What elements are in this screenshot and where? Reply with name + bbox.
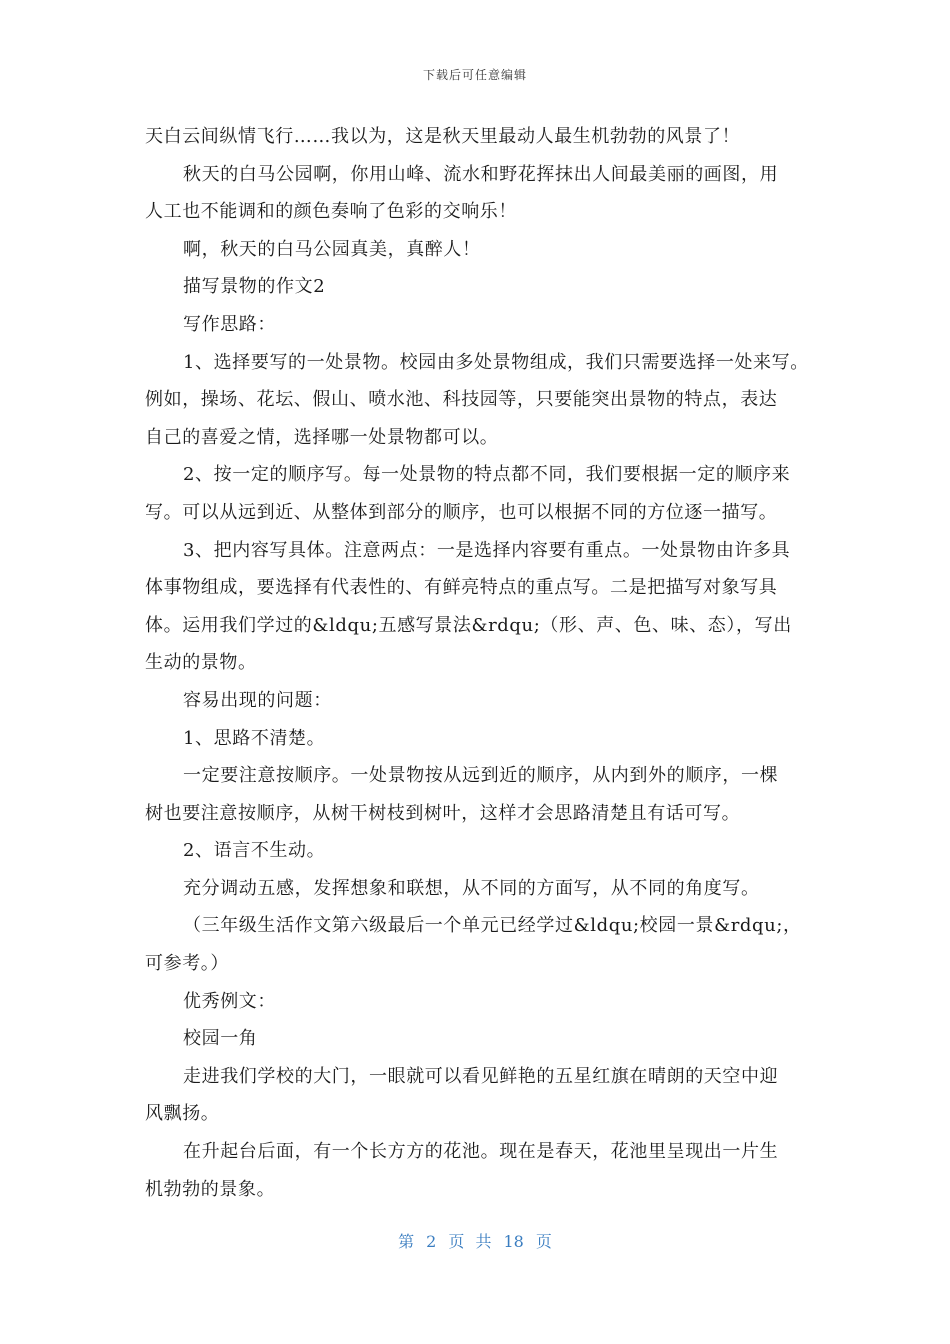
text-line: 2、语言不生动。 bbox=[183, 840, 326, 862]
text-line: 2、按一定的顺序写。每一处景物的特点都不同，我们要根据一定的顺序来 bbox=[183, 464, 791, 486]
text-line: 生动的景物。 bbox=[145, 652, 257, 674]
text-line: 写。可以从远到近、从整体到部分的顺序，也可以根据不同的方位逐一描写。 bbox=[145, 501, 778, 523]
text-line: 风飘扬。 bbox=[145, 1103, 220, 1125]
footer-prefix: 第 bbox=[398, 1232, 415, 1251]
text-line: 写作思路： bbox=[183, 313, 276, 335]
text-line: 容易出现的问题： bbox=[183, 689, 332, 711]
text-line: 天白云间纵情飞行……我以为，这是秋天里最动人最生机勃勃的风景了！ bbox=[145, 126, 741, 147]
text-line: 一定要注意按顺序。一处景物按从远到近的顺序，从内到外的顺序，一棵 bbox=[183, 765, 779, 787]
footer-suffix: 页 bbox=[535, 1232, 552, 1251]
page-header: 下载后可任意编辑 bbox=[422, 68, 527, 82]
footer-total-pages: 18 bbox=[503, 1232, 524, 1251]
document-body bbox=[145, 118, 825, 1208]
page-footer bbox=[0, 1229, 950, 1252]
text-line: （三年级生活作文第六级最后一个单元已经学过&ldqu;校园一景&rdqu;， bbox=[183, 915, 802, 937]
text-line: 可参考。） bbox=[145, 953, 229, 975]
text-line: 啊，秋天的白马公园真美，真醉人！ bbox=[183, 238, 481, 260]
text-line: 体。运用我们学过的&ldqu;五感写景法&rdqu;（形、声、色、味、态），写出 bbox=[145, 614, 792, 636]
text-line: 描写景物的作文2 bbox=[183, 276, 326, 298]
text-line: 秋天的白马公园啊，你用山峰、流水和野花挥抹出人间最美丽的画图，用 bbox=[183, 163, 779, 185]
text-line: 人工也不能调和的颜色奏响了色彩的交响乐！ bbox=[145, 201, 517, 223]
text-line: 优秀例文： bbox=[183, 990, 276, 1012]
text-line: 1、思路不清楚。 bbox=[183, 727, 326, 749]
text-line: 充分调动五感，发挥想象和联想，从不同的方面写，从不同的角度写。 bbox=[183, 877, 760, 899]
text-line: 校园一角 bbox=[183, 1028, 258, 1050]
text-line: 树也要注意按顺序，从树干树枝到树叶，这样才会思路清楚且有话可写。 bbox=[145, 802, 741, 824]
text-line: 1、选择要写的一处景物。校园由多处景物组成，我们只需要选择一处来写。 bbox=[183, 351, 809, 373]
text-line: 3、把内容写具体。注意两点：一是选择内容要有重点。一处景物由许多具 bbox=[183, 539, 791, 561]
text-line: 自己的喜爱之情，选择哪一处景物都可以。 bbox=[145, 426, 499, 448]
text-line: 体事物组成，要选择有代表性的、有鲜亮特点的重点写。二是把描写对象写具 bbox=[145, 577, 778, 599]
text-line: 走进我们学校的大门，一眼就可以看见鲜艳的五星红旗在晴朗的天空中迎 bbox=[183, 1065, 779, 1087]
text-line: 在升起台后面，有一个长方方的花池。现在是春天，花池里呈现出一片生 bbox=[183, 1141, 779, 1163]
footer-middle: 页 共 bbox=[448, 1232, 492, 1251]
footer-current-page: 2 bbox=[426, 1232, 437, 1251]
text-line: 例如，操场、花坛、假山、喷水池、科技园等，只要能突出景物的特点，表达 bbox=[145, 389, 778, 411]
text-line: 机勃勃的景象。 bbox=[145, 1178, 276, 1200]
